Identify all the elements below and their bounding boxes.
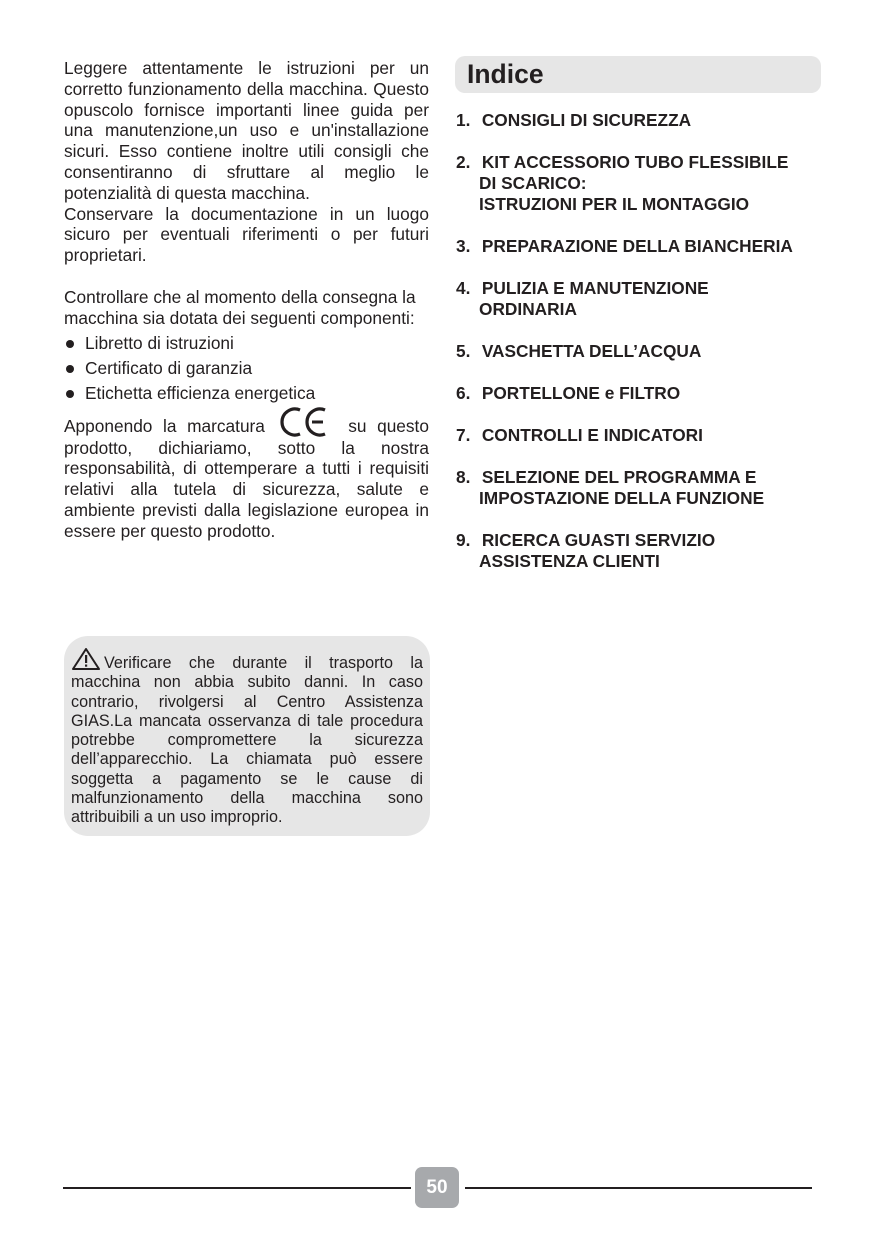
warning-box <box>64 636 430 836</box>
bullet-icon <box>66 365 74 373</box>
keep-docs-paragraph: Conservare la documentazione in un luogo sicuro per eventuali riferimenti o per futuri proprietari. <box>64 203 429 266</box>
toc-item-7: 7. CONTROLLI E INDICATORI <box>456 425 703 445</box>
ce-paragraph <box>64 406 429 542</box>
list-item: Etichetta efficienza energetica <box>64 381 429 406</box>
toc-item-9: 9. RICERCA GUASTI SERVIZIO ASSISTENZA CLIENTI <box>456 530 716 571</box>
table-of-contents <box>456 110 826 593</box>
intro-paragraph: Leggere attentamente le istruzioni per un corretto funzionamento della macchina. Questo opuscolo fornisce importanti linee guida per una manutenzione,un uso e un'installazione sicuri. Esso contiene inoltre utili consigli che consentiranno di sfruttare al meglio le potenzialità di questa macchina. <box>64 58 429 203</box>
ce-text-before: Apponendo la marcatura <box>64 415 265 436</box>
warning-text: Verificare che durante il trasporto la macchina non abbia subito danni. In caso contrario, rivolgersi al Centro Assistenza GIAS.La mancata osservanza di tale procedura potrebbe compromettere la sicurezza dell’apparecchio. La chiamata può essere soggetta a pagamento se le cause di malfunzionamento della macchina sono attribuibili a un uso improprio. <box>71 647 423 828</box>
toc-item-3: 3. PREPARAZIONE DELLA BIANCHERIA <box>456 236 793 256</box>
ce-mark-icon <box>278 406 332 438</box>
index-header <box>455 56 821 93</box>
ce-text-after: su questo prodotto, dichiariamo, sotto la nostra responsabilità, di ottemperare a tutti i requisiti relativi alla tutela di sicurezza, salute e ambiente previsti dalla legislazione europea in essere per questo prodotto. <box>64 415 429 541</box>
toc-item-1: 1. CONSIGLI DI SICUREZZA <box>456 110 692 130</box>
page-number: 50 <box>415 1167 459 1208</box>
check-components-paragraph: Controllare che al momento della consegna la macchina sia dotata dei seguenti componenti: <box>64 286 416 328</box>
components-list <box>64 331 429 406</box>
list-item: Certificato di garanzia <box>64 356 429 381</box>
toc-item-8: 8. SELEZIONE DEL PROGRAMMA E IMPOSTAZIONE DELLA FUNZIONE <box>456 467 765 508</box>
footer-rule-right <box>465 1187 812 1189</box>
footer-rule-left <box>63 1187 411 1189</box>
list-item: Libretto di istruzioni <box>64 331 429 356</box>
bullet-icon <box>66 340 74 348</box>
toc-item-5: 5. VASCHETTA DELL’ACQUA <box>456 341 702 361</box>
toc-item-2: 2. KIT ACCESSORIO TUBO FLESSIBILE DI SCARICO: ISTRUZIONI PER IL MONTAGGIO <box>456 152 789 214</box>
toc-item-4: 4. PULIZIA E MANUTENZIONE ORDINARIA <box>456 278 709 319</box>
toc-item-6: 6. PORTELLONE e FILTRO <box>456 383 681 403</box>
bullet-icon <box>66 390 74 398</box>
warning-triangle-icon <box>71 647 101 671</box>
left-column <box>64 58 429 542</box>
index-title: Indice <box>467 59 544 89</box>
